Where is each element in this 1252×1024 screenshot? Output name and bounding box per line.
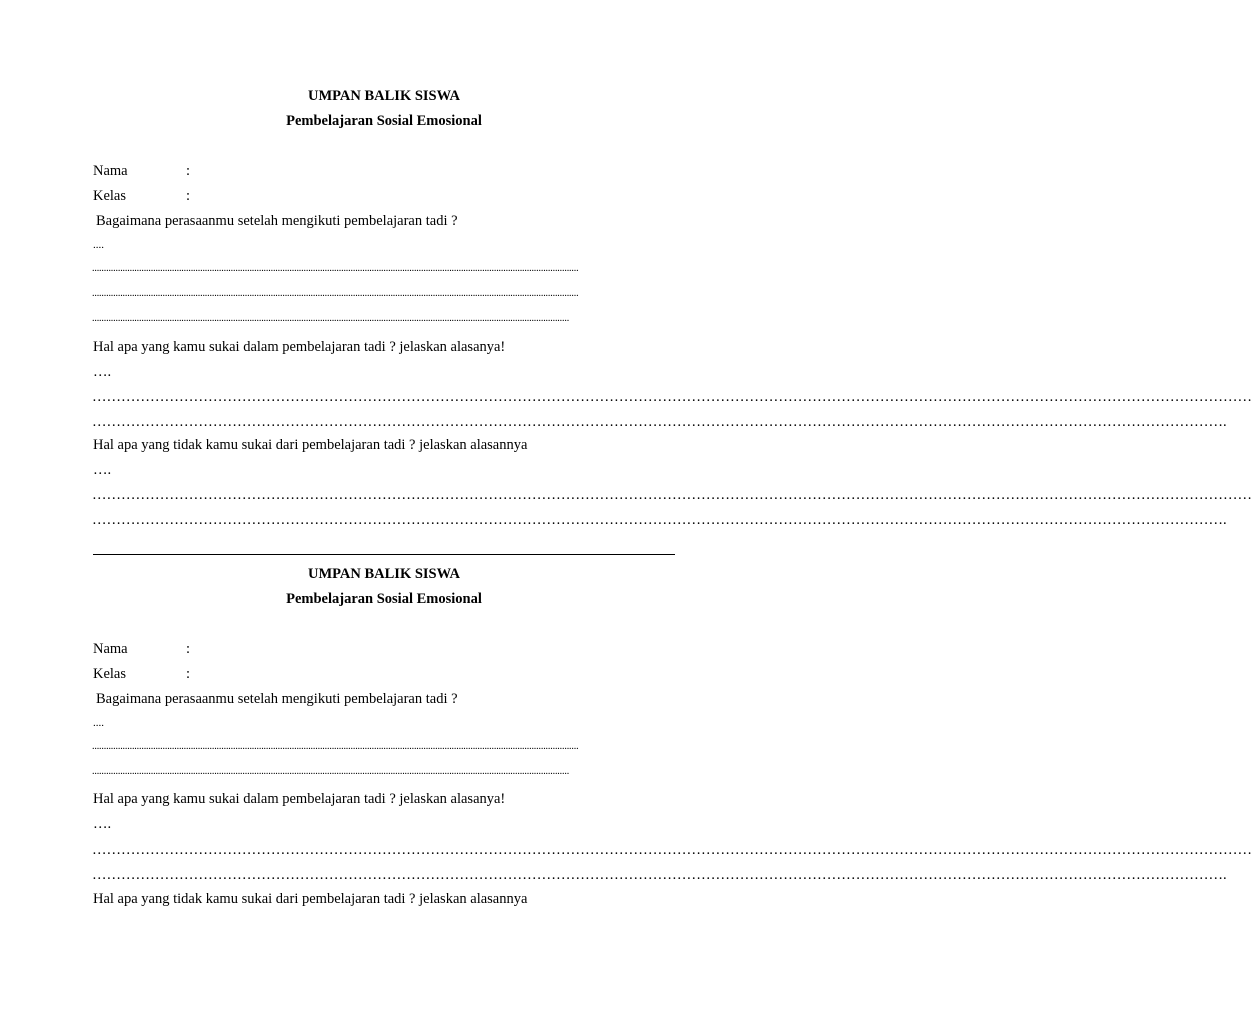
class-label: Kelas xyxy=(93,188,127,204)
class-colon: : xyxy=(186,666,191,682)
form-subtitle: Pembelajaran Sosial Emosional xyxy=(286,113,482,129)
answer-line-start: …. xyxy=(93,364,112,380)
question-feeling: Bagaimana perasaanmu setelah mengikuti pembelajaran tadi ? xyxy=(96,691,458,707)
answer-line: ………………………………………………………………………………………………………………………………………………………………………………………………………………. xyxy=(92,414,1227,430)
answer-line-start: .... xyxy=(93,717,104,729)
question-feeling: Bagaimana perasaanmu setelah mengikuti pembelajaran tadi ? xyxy=(96,213,458,229)
answer-line: ............................................................................................................................................................................................................... xyxy=(92,288,579,299)
cut-line-divider xyxy=(93,554,675,555)
question-disliked: Hal apa yang tidak kamu sukai dari pembelajaran tadi ? jelaskan alasannya xyxy=(93,437,528,453)
form-title: UMPAN BALIK SISWA xyxy=(307,88,460,104)
question-disliked: Hal apa yang tidak kamu sukai dari pembelajaran tadi ? jelaskan alasannya xyxy=(93,891,528,907)
name-label: Nama xyxy=(93,641,128,657)
name-colon: : xyxy=(186,641,191,657)
answer-line-start: …. xyxy=(93,462,112,478)
name-colon: : xyxy=(186,163,191,179)
class-colon: : xyxy=(186,188,191,204)
form-title: UMPAN BALIK SISWA xyxy=(307,566,460,582)
answer-line: …………………………………………………………………………………………………………………………………………………………………………………………………………………… xyxy=(92,389,1252,405)
question-liked: Hal apa yang kamu sukai dalam pembelajaran tadi ? jelaskan alasanya! xyxy=(93,791,506,807)
answer-line: ………………………………………………………………………………………………………………………………………………………………………………………………………………. xyxy=(92,512,1227,528)
answer-line: …………………………………………………………………………………………………………………………………………………………………………………………………………………… xyxy=(92,842,1252,858)
name-label: Nama xyxy=(93,163,128,179)
answer-line: ............................................................................................................................................................................................................... xyxy=(92,741,579,752)
class-label: Kelas xyxy=(93,666,127,682)
answer-line-start: …. xyxy=(93,816,112,832)
answer-line: ............................................................................................................................................................................................................... xyxy=(92,263,579,274)
answer-line: ………………………………………………………………………………………………………………………………………………………………………………………………………………. xyxy=(92,867,1227,883)
question-liked: Hal apa yang kamu sukai dalam pembelajaran tadi ? jelaskan alasanya! xyxy=(93,339,506,355)
answer-line: …………………………………………………………………………………………………………………………………………………………………………………………………………………… xyxy=(92,487,1252,503)
answer-line: ........................................................................................................................................................................................................... xyxy=(92,766,570,777)
answer-line: ........................................................................................................................................................................................................... xyxy=(92,313,570,324)
answer-line-start: .... xyxy=(93,239,104,251)
form-subtitle: Pembelajaran Sosial Emosional xyxy=(286,591,482,607)
